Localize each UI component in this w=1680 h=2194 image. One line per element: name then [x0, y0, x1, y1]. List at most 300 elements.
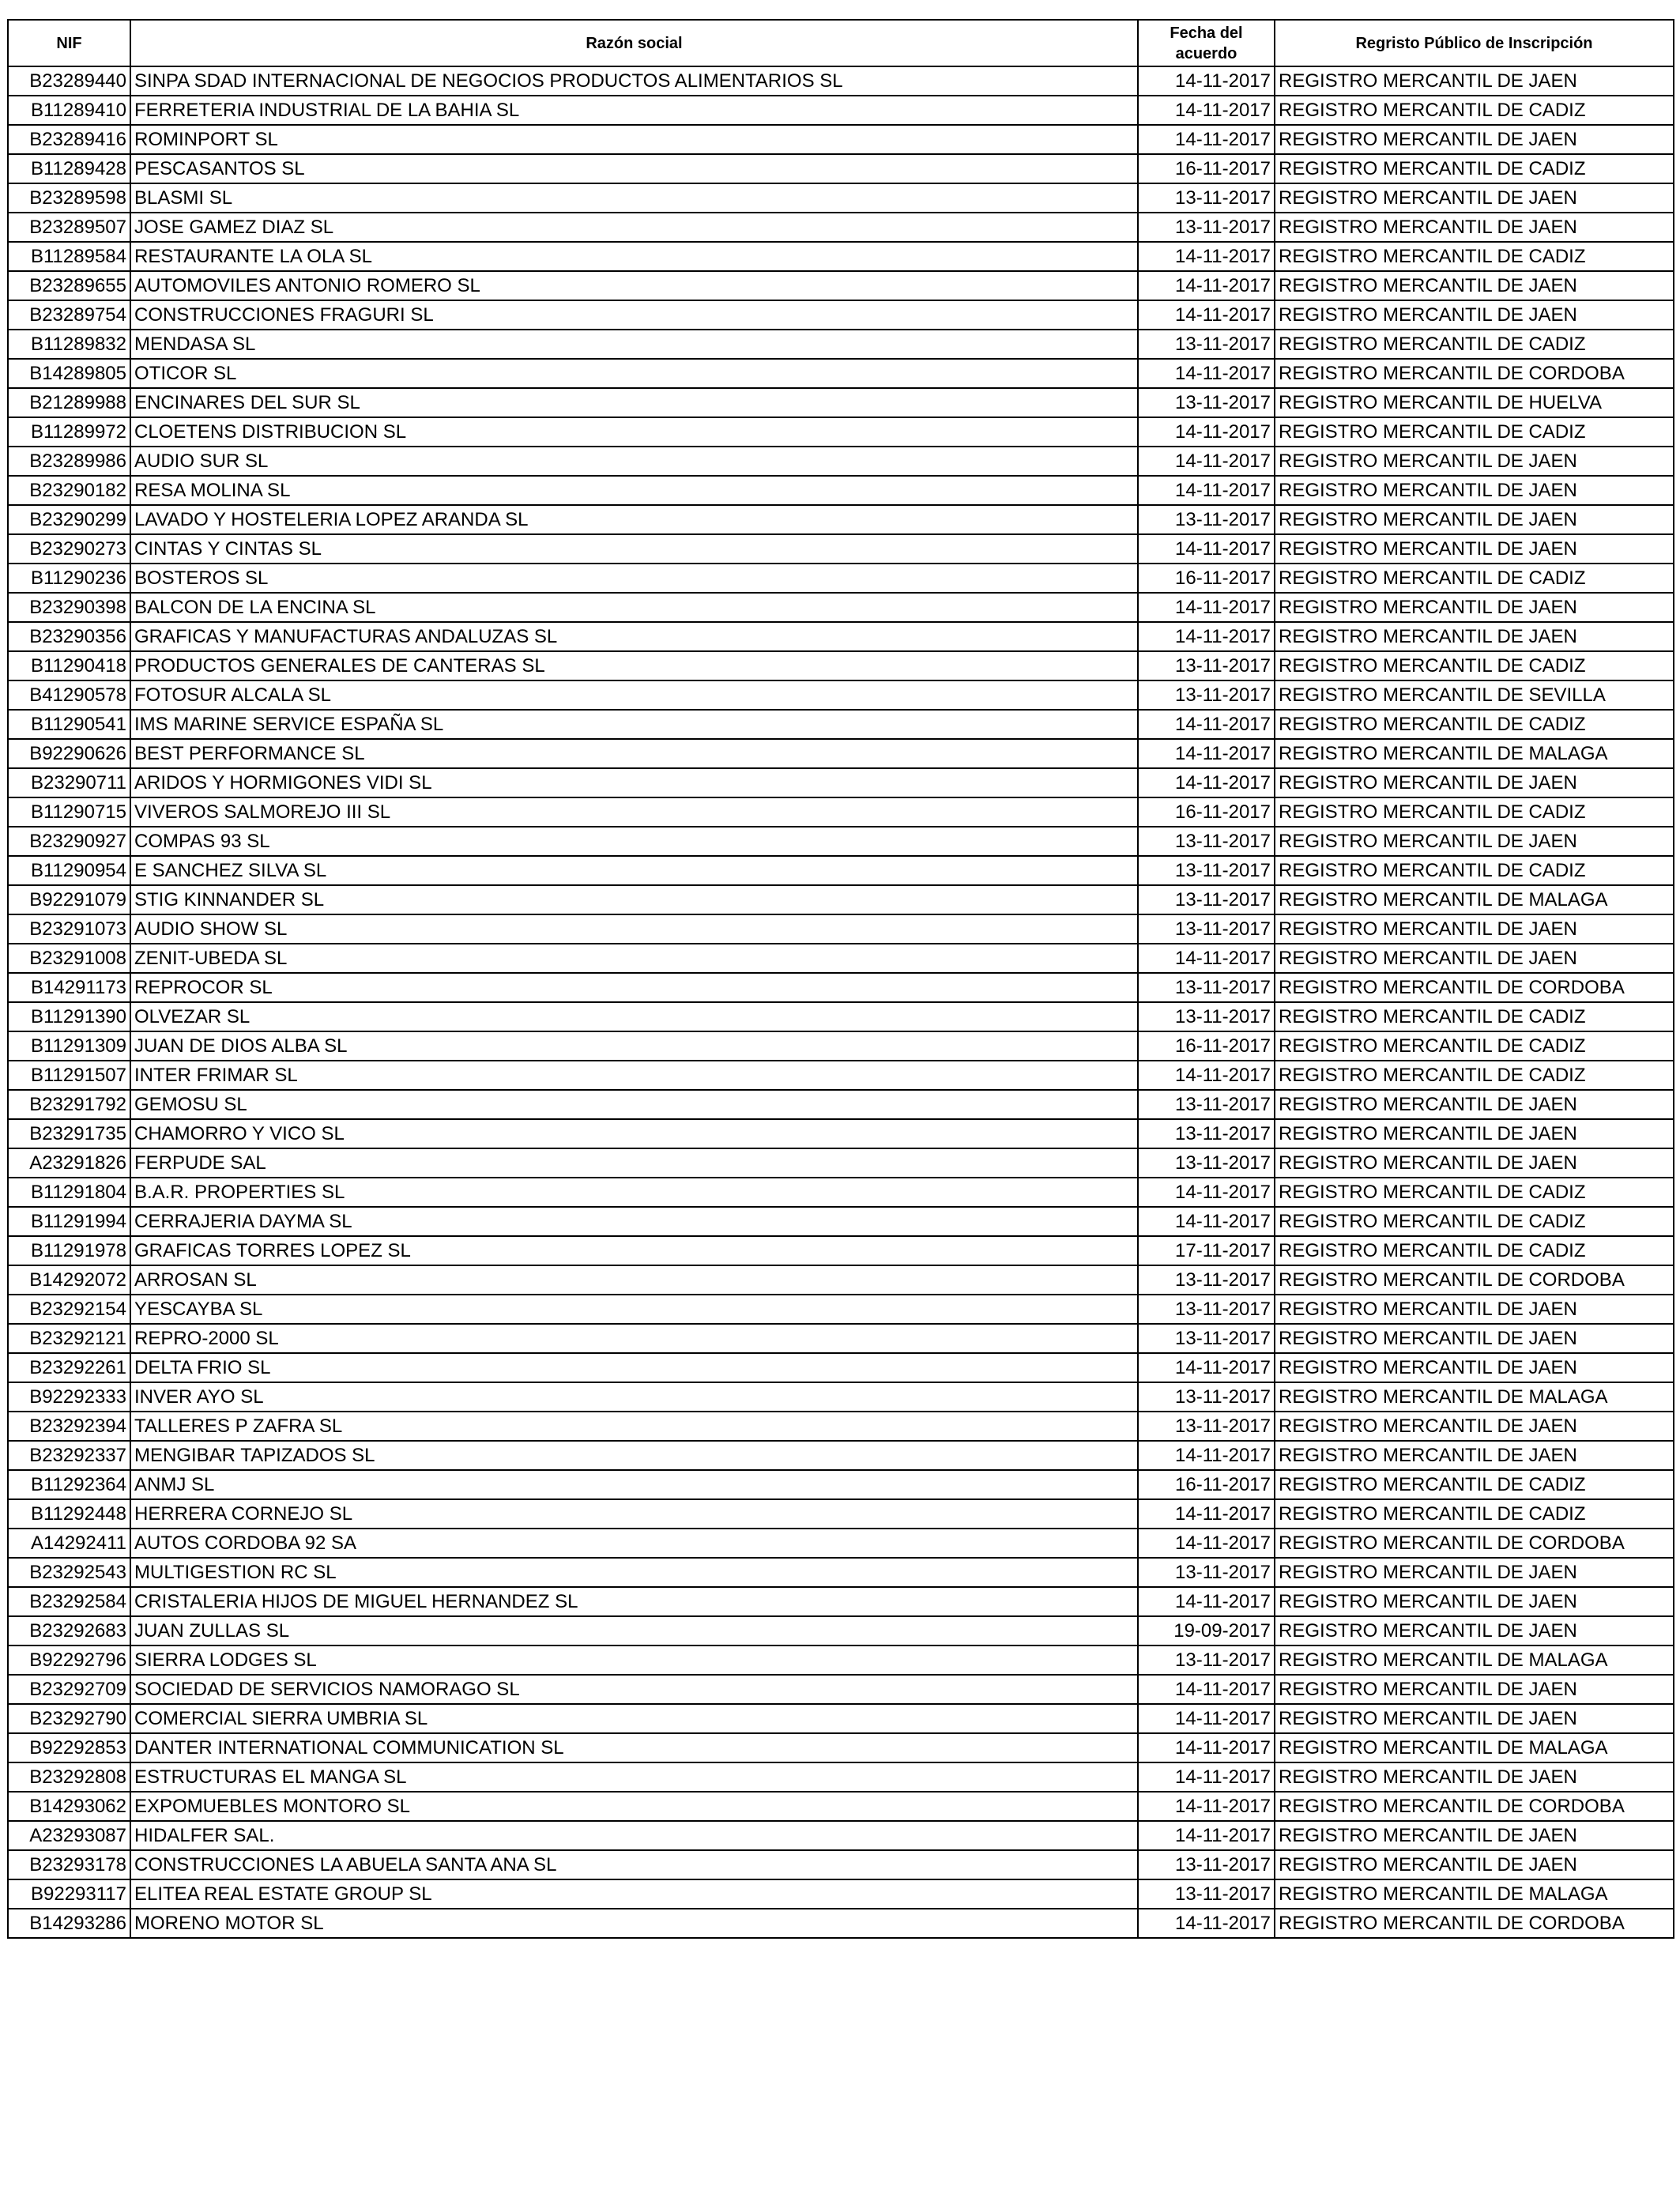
cell-nif: B11290418 [8, 651, 130, 680]
cell-razon-social: PRODUCTOS GENERALES DE CANTERAS SL [130, 651, 1138, 680]
cell-razon-social: OLVEZAR SL [130, 1002, 1138, 1031]
cell-fecha: 13-11-2017 [1138, 1382, 1275, 1412]
cell-nif: B23290273 [8, 534, 130, 564]
cell-razon-social: MENGIBAR TAPIZADOS SL [130, 1441, 1138, 1470]
cell-fecha: 13-11-2017 [1138, 1265, 1275, 1295]
cell-razon-social: ANMJ SL [130, 1470, 1138, 1499]
header-nif: NIF [8, 20, 130, 66]
table-row [8, 1441, 1674, 1470]
table-row [8, 1529, 1674, 1558]
table-row [8, 213, 1674, 242]
cell-razon-social: CONSTRUCCIONES FRAGURI SL [130, 300, 1138, 330]
cell-registro: REGISTRO MERCANTIL DE JAEN [1275, 1324, 1674, 1353]
cell-registro: REGISTRO MERCANTIL DE JAEN [1275, 914, 1674, 944]
header-registro: Regristo Público de Inscripción [1275, 20, 1674, 66]
cell-registro: REGISTRO MERCANTIL DE MALAGA [1275, 739, 1674, 768]
cell-registro: REGISTRO MERCANTIL DE CORDOBA [1275, 1529, 1674, 1558]
cell-registro: REGISTRO MERCANTIL DE CADIZ [1275, 1061, 1674, 1090]
table-row [8, 359, 1674, 388]
cell-fecha: 16-11-2017 [1138, 1031, 1275, 1061]
cell-fecha: 14-11-2017 [1138, 476, 1275, 505]
cell-razon-social: TALLERES P ZAFRA SL [130, 1412, 1138, 1441]
cell-nif: B23292584 [8, 1587, 130, 1616]
cell-razon-social: PESCASANTOS SL [130, 154, 1138, 183]
cell-registro: REGISTRO MERCANTIL DE JAEN [1275, 1441, 1674, 1470]
cell-nif: B23292394 [8, 1412, 130, 1441]
table-row [8, 914, 1674, 944]
cell-nif: B23292683 [8, 1616, 130, 1646]
cell-registro: REGISTRO MERCANTIL DE MALAGA [1275, 1879, 1674, 1909]
cell-fecha: 14-11-2017 [1138, 739, 1275, 768]
cell-nif: B11289584 [8, 242, 130, 271]
cell-razon-social: CLOETENS DISTRIBUCION SL [130, 417, 1138, 447]
cell-fecha: 13-11-2017 [1138, 1558, 1275, 1587]
cell-razon-social: MULTIGESTION RC SL [130, 1558, 1138, 1587]
table-row [8, 1879, 1674, 1909]
cell-razon-social: INTER FRIMAR SL [130, 1061, 1138, 1090]
cell-registro: REGISTRO MERCANTIL DE CADIZ [1275, 564, 1674, 593]
cell-fecha: 16-11-2017 [1138, 797, 1275, 827]
table-row [8, 66, 1674, 96]
cell-fecha: 14-11-2017 [1138, 300, 1275, 330]
cell-razon-social: ESTRUCTURAS EL MANGA SL [130, 1762, 1138, 1792]
cell-razon-social: COMERCIAL SIERRA UMBRIA SL [130, 1704, 1138, 1733]
cell-razon-social: AUTOMOVILES ANTONIO ROMERO SL [130, 271, 1138, 300]
table-row [8, 534, 1674, 564]
cell-fecha: 14-11-2017 [1138, 1441, 1275, 1470]
table-row [8, 564, 1674, 593]
table-row [8, 1704, 1674, 1733]
table-row [8, 330, 1674, 359]
table-row [8, 1675, 1674, 1704]
cell-nif: B23292121 [8, 1324, 130, 1353]
cell-fecha: 13-11-2017 [1138, 680, 1275, 710]
table-row [8, 125, 1674, 154]
cell-nif: B11292448 [8, 1499, 130, 1529]
cell-nif: B11289832 [8, 330, 130, 359]
cell-razon-social: VIVEROS SALMOREJO III SL [130, 797, 1138, 827]
cell-fecha: 13-11-2017 [1138, 1646, 1275, 1675]
cell-nif: B92292853 [8, 1733, 130, 1762]
cell-razon-social: FERRETERIA INDUSTRIAL DE LA BAHIA SL [130, 96, 1138, 125]
table-row [8, 1499, 1674, 1529]
table-row [8, 1265, 1674, 1295]
header-row [8, 20, 1674, 66]
table-row [8, 271, 1674, 300]
cell-razon-social: FOTOSUR ALCALA SL [130, 680, 1138, 710]
cell-fecha: 14-11-2017 [1138, 1909, 1275, 1938]
cell-nif: B21289988 [8, 388, 130, 417]
cell-razon-social: HERRERA CORNEJO SL [130, 1499, 1138, 1529]
cell-registro: REGISTRO MERCANTIL DE CADIZ [1275, 1470, 1674, 1499]
cell-registro: REGISTRO MERCANTIL DE CADIZ [1275, 651, 1674, 680]
cell-nif: B23292154 [8, 1295, 130, 1324]
cell-razon-social: ENCINARES DEL SUR SL [130, 388, 1138, 417]
cell-razon-social: SINPA SDAD INTERNACIONAL DE NEGOCIOS PRODUCTOS ALIMENTARIOS SL [130, 66, 1138, 96]
cell-nif: B23290356 [8, 622, 130, 651]
cell-fecha: 14-11-2017 [1138, 447, 1275, 476]
cell-razon-social: REPRO-2000 SL [130, 1324, 1138, 1353]
cell-registro: REGISTRO MERCANTIL DE CADIZ [1275, 1178, 1674, 1207]
cell-registro: REGISTRO MERCANTIL DE JAEN [1275, 183, 1674, 213]
cell-fecha: 13-11-2017 [1138, 885, 1275, 914]
cell-nif: B11291804 [8, 1178, 130, 1207]
table-row [8, 1909, 1674, 1938]
table-row [8, 1850, 1674, 1879]
cell-nif: B11291507 [8, 1061, 130, 1090]
cell-nif: B11291390 [8, 1002, 130, 1031]
cell-nif: B23292337 [8, 1441, 130, 1470]
cell-fecha: 14-11-2017 [1138, 944, 1275, 973]
cell-razon-social: BEST PERFORMANCE SL [130, 739, 1138, 768]
cell-razon-social: INVER AYO SL [130, 1382, 1138, 1412]
table-row [8, 622, 1674, 651]
cell-nif: B23289416 [8, 125, 130, 154]
cell-nif: B23291008 [8, 944, 130, 973]
cell-razon-social: DELTA FRIO SL [130, 1353, 1138, 1382]
cell-registro: REGISTRO MERCANTIL DE JAEN [1275, 125, 1674, 154]
cell-razon-social: EXPOMUEBLES MONTORO SL [130, 1792, 1138, 1821]
cell-razon-social: MENDASA SL [130, 330, 1138, 359]
header-fecha-line1: Fecha del [1170, 24, 1243, 42]
table-row [8, 1353, 1674, 1382]
cell-nif: B92291079 [8, 885, 130, 914]
cell-registro: REGISTRO MERCANTIL DE JAEN [1275, 447, 1674, 476]
cell-fecha: 13-11-2017 [1138, 827, 1275, 856]
cell-registro: REGISTRO MERCANTIL DE CADIZ [1275, 797, 1674, 827]
table-body [8, 66, 1674, 1938]
cell-fecha: 14-11-2017 [1138, 242, 1275, 271]
cell-nif: A14292411 [8, 1529, 130, 1558]
table-row [8, 1236, 1674, 1265]
cell-nif: B11289410 [8, 96, 130, 125]
cell-fecha: 13-11-2017 [1138, 1002, 1275, 1031]
cell-razon-social: JOSE GAMEZ DIAZ SL [130, 213, 1138, 242]
cell-registro: REGISTRO MERCANTIL DE CADIZ [1275, 1207, 1674, 1236]
cell-registro: REGISTRO MERCANTIL DE JAEN [1275, 1148, 1674, 1178]
cell-razon-social: E SANCHEZ SILVA SL [130, 856, 1138, 885]
table-row [8, 154, 1674, 183]
cell-razon-social: CRISTALERIA HIJOS DE MIGUEL HERNANDEZ SL [130, 1587, 1138, 1616]
cell-fecha: 14-11-2017 [1138, 1733, 1275, 1762]
cell-registro: REGISTRO MERCANTIL DE CADIZ [1275, 417, 1674, 447]
cell-razon-social: GEMOSU SL [130, 1090, 1138, 1119]
cell-razon-social: IMS MARINE SERVICE ESPAÑA SL [130, 710, 1138, 739]
cell-razon-social: BLASMI SL [130, 183, 1138, 213]
table-row [8, 739, 1674, 768]
table-row [8, 1295, 1674, 1324]
cell-razon-social: MORENO MOTOR SL [130, 1909, 1138, 1938]
cell-razon-social: ROMINPORT SL [130, 125, 1138, 154]
cell-nif: B23292543 [8, 1558, 130, 1587]
cell-nif: B23290182 [8, 476, 130, 505]
cell-registro: REGISTRO MERCANTIL DE JAEN [1275, 271, 1674, 300]
cell-nif: B23289754 [8, 300, 130, 330]
table-row [8, 651, 1674, 680]
cell-nif: B92293117 [8, 1879, 130, 1909]
cell-nif: B23291735 [8, 1119, 130, 1148]
cell-registro: REGISTRO MERCANTIL DE JAEN [1275, 1821, 1674, 1850]
cell-nif: B23291792 [8, 1090, 130, 1119]
table-row [8, 242, 1674, 271]
cell-fecha: 13-11-2017 [1138, 1324, 1275, 1353]
cell-nif: B11291994 [8, 1207, 130, 1236]
table-row [8, 710, 1674, 739]
cell-fecha: 13-11-2017 [1138, 183, 1275, 213]
cell-fecha: 14-11-2017 [1138, 710, 1275, 739]
cell-registro: REGISTRO MERCANTIL DE JAEN [1275, 534, 1674, 564]
cell-nif: B23292709 [8, 1675, 130, 1704]
cell-fecha: 19-09-2017 [1138, 1616, 1275, 1646]
cell-registro: REGISTRO MERCANTIL DE MALAGA [1275, 1733, 1674, 1762]
cell-razon-social: FERPUDE SAL [130, 1148, 1138, 1178]
cell-fecha: 13-11-2017 [1138, 973, 1275, 1002]
table-row [8, 1792, 1674, 1821]
cell-razon-social: CERRAJERIA DAYMA SL [130, 1207, 1138, 1236]
cell-registro: REGISTRO MERCANTIL DE JAEN [1275, 1558, 1674, 1587]
cell-nif: B23290299 [8, 505, 130, 534]
cell-registro: REGISTRO MERCANTIL DE JAEN [1275, 1353, 1674, 1382]
cell-razon-social: STIG KINNANDER SL [130, 885, 1138, 914]
table-row [8, 1821, 1674, 1850]
cell-fecha: 14-11-2017 [1138, 1821, 1275, 1850]
table-row [8, 1031, 1674, 1061]
cell-nif: B14293062 [8, 1792, 130, 1821]
table-row [8, 1002, 1674, 1031]
cell-razon-social: HIDALFER SAL. [130, 1821, 1138, 1850]
cell-registro: REGISTRO MERCANTIL DE CADIZ [1275, 1499, 1674, 1529]
cell-fecha: 14-11-2017 [1138, 1499, 1275, 1529]
cell-nif: B41290578 [8, 680, 130, 710]
cell-registro: REGISTRO MERCANTIL DE JAEN [1275, 505, 1674, 534]
cell-registro: REGISTRO MERCANTIL DE JAEN [1275, 1295, 1674, 1324]
cell-registro: REGISTRO MERCANTIL DE JAEN [1275, 213, 1674, 242]
cell-fecha: 14-11-2017 [1138, 534, 1275, 564]
cell-razon-social: GRAFICAS TORRES LOPEZ SL [130, 1236, 1138, 1265]
cell-fecha: 14-11-2017 [1138, 125, 1275, 154]
cell-nif: B23290398 [8, 593, 130, 622]
cell-razon-social: REPROCOR SL [130, 973, 1138, 1002]
table-row [8, 476, 1674, 505]
cell-nif: B23290711 [8, 768, 130, 797]
cell-fecha: 14-11-2017 [1138, 1675, 1275, 1704]
cell-nif: B23293178 [8, 1850, 130, 1879]
cell-registro: REGISTRO MERCANTIL DE CADIZ [1275, 154, 1674, 183]
cell-registro: REGISTRO MERCANTIL DE MALAGA [1275, 1646, 1674, 1675]
cell-nif: B11292364 [8, 1470, 130, 1499]
cell-nif: A23291826 [8, 1148, 130, 1178]
cell-registro: REGISTRO MERCANTIL DE JAEN [1275, 1412, 1674, 1441]
header-fecha-line2: acuerdo [1175, 44, 1237, 62]
cell-nif: B23289986 [8, 447, 130, 476]
table-row [8, 1382, 1674, 1412]
table-row [8, 1090, 1674, 1119]
cell-registro: REGISTRO MERCANTIL DE JAEN [1275, 1119, 1674, 1148]
cell-nif: B14289805 [8, 359, 130, 388]
cell-razon-social: COMPAS 93 SL [130, 827, 1138, 856]
table-row [8, 1762, 1674, 1792]
cell-razon-social: SOCIEDAD DE SERVICIOS NAMORAGO SL [130, 1675, 1138, 1704]
cell-fecha: 13-11-2017 [1138, 1412, 1275, 1441]
table-row [8, 1733, 1674, 1762]
cell-nif: B23289598 [8, 183, 130, 213]
cell-razon-social: OTICOR SL [130, 359, 1138, 388]
cell-nif: B92292333 [8, 1382, 130, 1412]
cell-registro: REGISTRO MERCANTIL DE CADIZ [1275, 242, 1674, 271]
cell-nif: B11291309 [8, 1031, 130, 1061]
cell-nif: B23289440 [8, 66, 130, 96]
cell-razon-social: YESCAYBA SL [130, 1295, 1138, 1324]
cell-fecha: 14-11-2017 [1138, 622, 1275, 651]
cell-registro: REGISTRO MERCANTIL DE JAEN [1275, 300, 1674, 330]
cell-registro: REGISTRO MERCANTIL DE JAEN [1275, 1587, 1674, 1616]
cell-fecha: 13-11-2017 [1138, 505, 1275, 534]
cell-registro: REGISTRO MERCANTIL DE JAEN [1275, 622, 1674, 651]
cell-registro: REGISTRO MERCANTIL DE MALAGA [1275, 1382, 1674, 1412]
cell-registro: REGISTRO MERCANTIL DE CORDOBA [1275, 1792, 1674, 1821]
cell-registro: REGISTRO MERCANTIL DE CADIZ [1275, 96, 1674, 125]
cell-registro: REGISTRO MERCANTIL DE CORDOBA [1275, 973, 1674, 1002]
cell-registro: REGISTRO MERCANTIL DE CADIZ [1275, 330, 1674, 359]
cell-registro: REGISTRO MERCANTIL DE CORDOBA [1275, 1909, 1674, 1938]
cell-registro: REGISTRO MERCANTIL DE CADIZ [1275, 856, 1674, 885]
table-row [8, 447, 1674, 476]
cell-fecha: 14-11-2017 [1138, 417, 1275, 447]
cell-fecha: 14-11-2017 [1138, 1353, 1275, 1382]
cell-fecha: 14-11-2017 [1138, 271, 1275, 300]
cell-nif: B14291173 [8, 973, 130, 1002]
cell-nif: B23292790 [8, 1704, 130, 1733]
table-row [8, 1470, 1674, 1499]
cell-nif: B14293286 [8, 1909, 130, 1938]
cell-razon-social: LAVADO Y HOSTELERIA LOPEZ ARANDA SL [130, 505, 1138, 534]
cell-fecha: 13-11-2017 [1138, 1119, 1275, 1148]
cell-fecha: 17-11-2017 [1138, 1236, 1275, 1265]
cell-fecha: 14-11-2017 [1138, 1587, 1275, 1616]
cell-razon-social: ARIDOS Y HORMIGONES VIDI SL [130, 768, 1138, 797]
cell-razon-social: AUTOS CORDOBA 92 SA [130, 1529, 1138, 1558]
cell-fecha: 13-11-2017 [1138, 1879, 1275, 1909]
cell-fecha: 13-11-2017 [1138, 1850, 1275, 1879]
cell-fecha: 14-11-2017 [1138, 768, 1275, 797]
cell-nif: B23292808 [8, 1762, 130, 1792]
cell-registro: REGISTRO MERCANTIL DE JAEN [1275, 944, 1674, 973]
cell-registro: REGISTRO MERCANTIL DE CORDOBA [1275, 359, 1674, 388]
table-row [8, 1587, 1674, 1616]
table-row [8, 885, 1674, 914]
cell-fecha: 13-11-2017 [1138, 213, 1275, 242]
cell-registro: REGISTRO MERCANTIL DE CADIZ [1275, 1236, 1674, 1265]
cell-registro: REGISTRO MERCANTIL DE JAEN [1275, 1675, 1674, 1704]
table-row [8, 1558, 1674, 1587]
table-row [8, 388, 1674, 417]
cell-nif: B92292796 [8, 1646, 130, 1675]
cell-fecha: 14-11-2017 [1138, 593, 1275, 622]
table-row [8, 973, 1674, 1002]
cell-fecha: 14-11-2017 [1138, 1762, 1275, 1792]
cell-razon-social: DANTER INTERNATIONAL COMMUNICATION SL [130, 1733, 1138, 1762]
cell-registro: REGISTRO MERCANTIL DE CADIZ [1275, 1002, 1674, 1031]
cell-nif: B14292072 [8, 1265, 130, 1295]
cell-nif: B92290626 [8, 739, 130, 768]
cell-registro: REGISTRO MERCANTIL DE MALAGA [1275, 885, 1674, 914]
table-row [8, 183, 1674, 213]
table-header [8, 20, 1674, 66]
cell-razon-social: CHAMORRO Y VICO SL [130, 1119, 1138, 1148]
cell-razon-social: JUAN ZULLAS SL [130, 1616, 1138, 1646]
cell-razon-social: ARROSAN SL [130, 1265, 1138, 1295]
table-row [8, 1412, 1674, 1441]
cell-nif: A23293087 [8, 1821, 130, 1850]
cell-fecha: 14-11-2017 [1138, 359, 1275, 388]
cell-registro: REGISTRO MERCANTIL DE JAEN [1275, 827, 1674, 856]
cell-nif: B11290954 [8, 856, 130, 885]
cell-fecha: 14-11-2017 [1138, 66, 1275, 96]
table-row [8, 593, 1674, 622]
cell-nif: B23291073 [8, 914, 130, 944]
table-row [8, 1119, 1674, 1148]
table-row [8, 1207, 1674, 1236]
cell-razon-social: AUDIO SUR SL [130, 447, 1138, 476]
cell-nif: B11290541 [8, 710, 130, 739]
cell-nif: B11289972 [8, 417, 130, 447]
table-row [8, 96, 1674, 125]
cell-fecha: 14-11-2017 [1138, 1178, 1275, 1207]
cell-razon-social: SIERRA LODGES SL [130, 1646, 1138, 1675]
cell-nif: B23292261 [8, 1353, 130, 1382]
cell-nif: B23289655 [8, 271, 130, 300]
cell-razon-social: GRAFICAS Y MANUFACTURAS ANDALUZAS SL [130, 622, 1138, 651]
header-razon-social: Razón social [130, 20, 1138, 66]
cell-razon-social: JUAN DE DIOS ALBA SL [130, 1031, 1138, 1061]
cell-razon-social: ELITEA REAL ESTATE GROUP SL [130, 1879, 1138, 1909]
table-row [8, 1178, 1674, 1207]
cell-razon-social: BALCON DE LA ENCINA SL [130, 593, 1138, 622]
cell-fecha: 16-11-2017 [1138, 154, 1275, 183]
cell-registro: REGISTRO MERCANTIL DE CADIZ [1275, 1031, 1674, 1061]
table-row [8, 505, 1674, 534]
table-row [8, 1646, 1674, 1675]
cell-razon-social: RESTAURANTE LA OLA SL [130, 242, 1138, 271]
cell-registro: REGISTRO MERCANTIL DE JAEN [1275, 476, 1674, 505]
table-row [8, 1616, 1674, 1646]
cell-fecha: 14-11-2017 [1138, 1529, 1275, 1558]
cell-fecha: 13-11-2017 [1138, 651, 1275, 680]
cell-razon-social: ZENIT-UBEDA SL [130, 944, 1138, 973]
cell-registro: REGISTRO MERCANTIL DE JAEN [1275, 1762, 1674, 1792]
cell-registro: REGISTRO MERCANTIL DE CORDOBA [1275, 1265, 1674, 1295]
cell-registro: REGISTRO MERCANTIL DE HUELVA [1275, 388, 1674, 417]
cell-nif: B11289428 [8, 154, 130, 183]
table-row [8, 300, 1674, 330]
cell-registro: REGISTRO MERCANTIL DE SEVILLA [1275, 680, 1674, 710]
cell-razon-social: CONSTRUCCIONES LA ABUELA SANTA ANA SL [130, 1850, 1138, 1879]
cell-fecha: 13-11-2017 [1138, 1090, 1275, 1119]
registry-table [7, 19, 1674, 1939]
table-row [8, 944, 1674, 973]
cell-fecha: 16-11-2017 [1138, 1470, 1275, 1499]
cell-nif: B11291978 [8, 1236, 130, 1265]
table-row [8, 856, 1674, 885]
cell-fecha: 14-11-2017 [1138, 1207, 1275, 1236]
table-row [8, 797, 1674, 827]
cell-nif: B23290927 [8, 827, 130, 856]
cell-razon-social: AUDIO SHOW SL [130, 914, 1138, 944]
table-row [8, 1324, 1674, 1353]
cell-razon-social: BOSTEROS SL [130, 564, 1138, 593]
cell-razon-social: B.A.R. PROPERTIES SL [130, 1178, 1138, 1207]
table-row [8, 680, 1674, 710]
